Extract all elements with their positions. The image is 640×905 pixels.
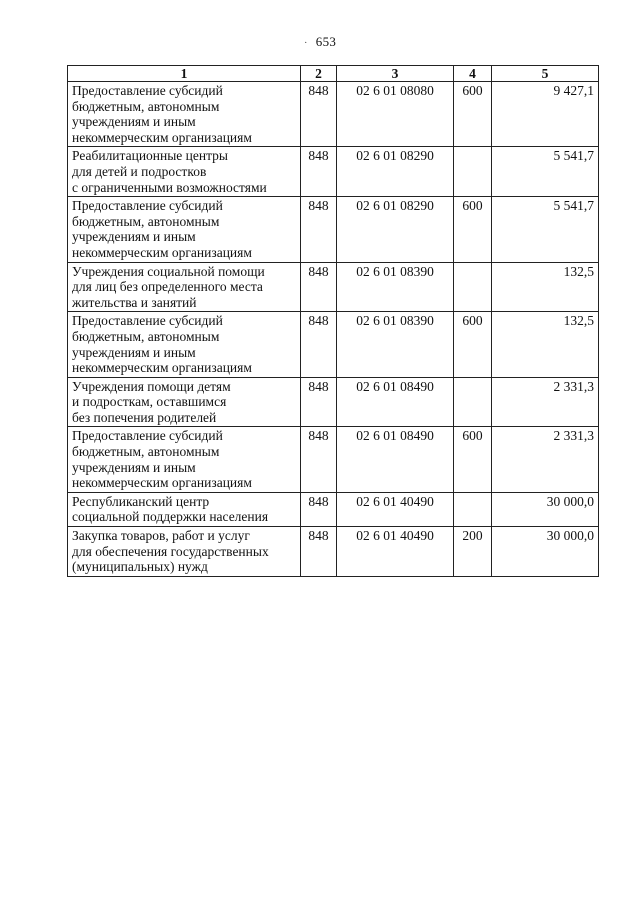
row-target-article: 02 6 01 08080 [337, 82, 454, 147]
row-amount: 2 331,3 [492, 377, 599, 427]
row-amount: 30 000,0 [492, 527, 599, 577]
row-target-article: 02 6 01 40490 [337, 527, 454, 577]
row-amount: 9 427,1 [492, 82, 599, 147]
row-department-code: 848 [301, 377, 337, 427]
page-number [0, 34, 640, 50]
row-target-article: 02 6 01 08390 [337, 262, 454, 312]
table-row [68, 427, 599, 492]
row-name [68, 312, 301, 377]
row-name [68, 147, 301, 197]
row-name-line: некоммерческим организациям [72, 475, 252, 491]
row-name-line: некоммерческим организациям [72, 360, 252, 376]
row-amount: 2 331,3 [492, 427, 599, 492]
row-name-line: Реабилитационные центры [72, 148, 229, 164]
row-name-line: учреждениям и иным [72, 344, 196, 360]
row-name-line: жительства и занятий [72, 294, 197, 310]
row-target-article: 02 6 01 40490 [337, 492, 454, 526]
row-name-line: (муниципальных) нужд [72, 559, 208, 575]
row-name-line: Предоставление субсидий [72, 198, 223, 214]
header-col-1: 1 [68, 66, 301, 82]
table-row [68, 527, 599, 577]
header-col-3: 3 [337, 66, 454, 82]
row-name [68, 492, 301, 526]
row-name-line: Предоставление субсидий [72, 83, 223, 98]
table-row [68, 147, 599, 197]
header-row [68, 66, 599, 82]
row-target-article: 02 6 01 08490 [337, 427, 454, 492]
row-expense-type [454, 377, 492, 427]
row-expense-type: 200 [454, 527, 492, 577]
row-expense-type [454, 262, 492, 312]
table-row [68, 262, 599, 312]
table-body [68, 82, 599, 577]
row-expense-type: 600 [454, 82, 492, 147]
row-amount: 5 541,7 [492, 197, 599, 262]
header-col-2: 2 [301, 66, 337, 82]
table-row [68, 312, 599, 377]
table-row [68, 492, 599, 526]
row-name-line: бюджетным, автономным [72, 213, 220, 229]
row-name [68, 197, 301, 262]
table-row [68, 377, 599, 427]
table-header [68, 66, 599, 82]
row-expense-type: 600 [454, 197, 492, 262]
row-name-line: учреждениям и иным [72, 459, 196, 475]
row-target-article: 02 6 01 08490 [337, 377, 454, 427]
row-name-line: бюджетным, автономным [72, 328, 220, 344]
row-name-line: для детей и подростков [72, 163, 207, 179]
row-name-line: с ограниченными возможностями [72, 179, 267, 195]
row-name-line: Учреждения помощи детям [72, 378, 231, 394]
header-col-4: 4 [454, 66, 492, 82]
row-name [68, 82, 301, 147]
row-name-line: учреждениям и иным [72, 114, 196, 130]
row-name-line: бюджетным, автономным [72, 444, 220, 460]
row-expense-type [454, 147, 492, 197]
row-amount: 132,5 [492, 312, 599, 377]
row-name-line: социальной поддержки населения [72, 509, 269, 525]
row-department-code: 848 [301, 197, 337, 262]
row-name-line: учреждениям и иным [72, 229, 196, 245]
row-name-line: Учреждения социальной помощи [72, 263, 265, 279]
row-name [68, 377, 301, 427]
row-target-article: 02 6 01 08290 [337, 197, 454, 262]
row-name-line: без попечения родителей [72, 409, 217, 425]
row-name [68, 527, 301, 577]
row-target-article: 02 6 01 08390 [337, 312, 454, 377]
row-name-line: для обеспечения государственных [72, 543, 269, 559]
row-amount: 5 541,7 [492, 147, 599, 197]
row-name-line: Предоставление субсидий [72, 428, 223, 444]
table-row [68, 197, 599, 262]
budget-table [67, 65, 599, 577]
row-name [68, 262, 301, 312]
row-name-line: Предоставление субсидий [72, 313, 223, 329]
row-department-code: 848 [301, 262, 337, 312]
row-name-line: некоммерческим организациям [72, 129, 252, 145]
row-department-code: 848 [301, 492, 337, 526]
row-amount: 132,5 [492, 262, 599, 312]
row-name-line: и подросткам, оставшимся [72, 394, 227, 410]
row-department-code: 848 [301, 527, 337, 577]
row-target-article: 02 6 01 08290 [337, 147, 454, 197]
row-amount: 30 000,0 [492, 492, 599, 526]
page-mark: · [303, 37, 308, 49]
row-expense-type: 600 [454, 427, 492, 492]
row-name-line: Республиканский центр [72, 493, 210, 509]
row-department-code: 848 [301, 147, 337, 197]
row-department-code: 848 [301, 82, 337, 147]
row-name-line: некоммерческим организациям [72, 244, 252, 260]
row-name-line: для лиц без определенного места [72, 279, 263, 295]
header-col-5: 5 [492, 66, 599, 82]
row-expense-type: 600 [454, 312, 492, 377]
row-department-code: 848 [301, 312, 337, 377]
row-name [68, 427, 301, 492]
row-name-line: Закупка товаров, работ и услуг [72, 528, 250, 544]
row-expense-type [454, 492, 492, 526]
table-row [68, 82, 599, 147]
page-number-value: 653 [315, 34, 337, 49]
row-name-line: бюджетным, автономным [72, 98, 220, 114]
row-department-code: 848 [301, 427, 337, 492]
